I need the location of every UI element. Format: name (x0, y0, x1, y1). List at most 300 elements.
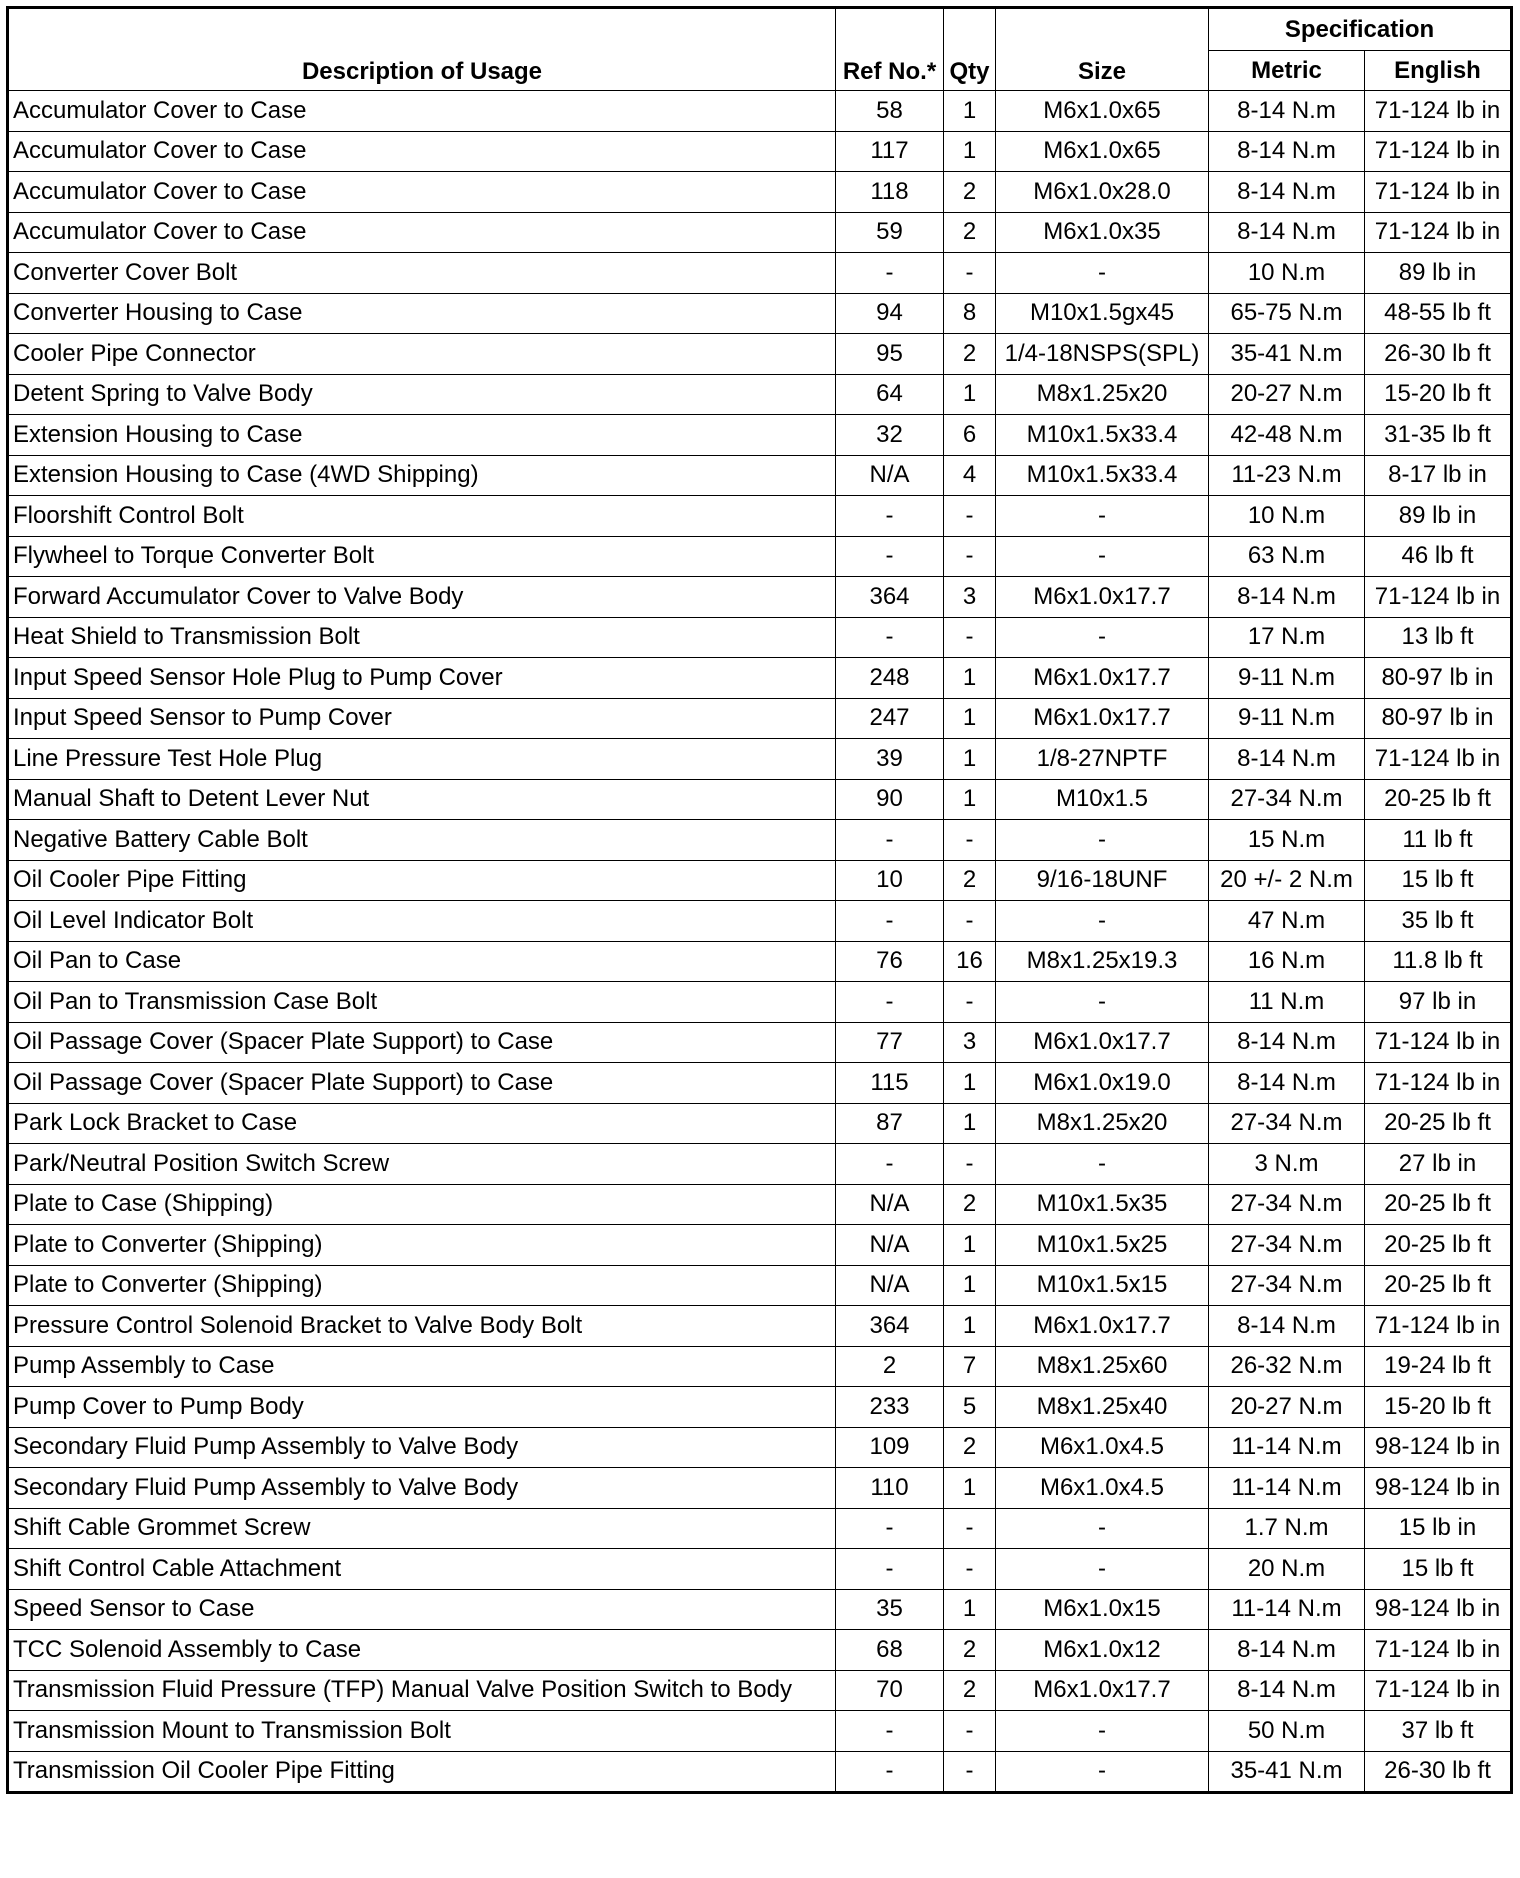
cell-english: 13 lb ft (1365, 617, 1512, 658)
cell-qty: 2 (944, 212, 996, 253)
table-row (8, 1589, 1512, 1630)
cell-english: 48-55 lb ft (1365, 293, 1512, 334)
cell-size: M6x1.0x17.7 (996, 1022, 1209, 1063)
table-row (8, 577, 1512, 618)
cell-description: Park Lock Bracket to Case (8, 1103, 836, 1144)
cell-description: Extension Housing to Case (4WD Shipping) (8, 455, 836, 496)
cell-english: 71-124 lb in (1365, 1630, 1512, 1671)
cell-metric: 27-34 N.m (1209, 1225, 1365, 1266)
cell-description: Accumulator Cover to Case (8, 172, 836, 213)
cell-metric: 26-32 N.m (1209, 1346, 1365, 1387)
cell-ref-no: N/A (836, 1184, 944, 1225)
cell-english: 98-124 lb in (1365, 1468, 1512, 1509)
cell-qty: 2 (944, 1427, 996, 1468)
cell-qty: 2 (944, 860, 996, 901)
cell-description: Oil Cooler Pipe Fitting (8, 860, 836, 901)
cell-english: 46 lb ft (1365, 536, 1512, 577)
cell-qty: 8 (944, 293, 996, 334)
cell-size: M8x1.25x40 (996, 1387, 1209, 1428)
cell-size: - (996, 1711, 1209, 1752)
cell-ref-no: N/A (836, 1265, 944, 1306)
cell-english: 71-124 lb in (1365, 131, 1512, 172)
torque-spec-table (6, 6, 1513, 1794)
cell-qty: 1 (944, 698, 996, 739)
cell-description: Secondary Fluid Pump Assembly to Valve Body (8, 1427, 836, 1468)
table-row (8, 1346, 1512, 1387)
cell-qty: 1 (944, 1265, 996, 1306)
cell-qty: - (944, 496, 996, 537)
table-row (8, 334, 1512, 375)
cell-metric: 11-14 N.m (1209, 1468, 1365, 1509)
cell-english: 20-25 lb ft (1365, 1184, 1512, 1225)
cell-description: Manual Shaft to Detent Lever Nut (8, 779, 836, 820)
cell-english: 15-20 lb ft (1365, 374, 1512, 415)
cell-description: Extension Housing to Case (8, 415, 836, 456)
cell-size: - (996, 820, 1209, 861)
table-row (8, 1022, 1512, 1063)
cell-metric: 63 N.m (1209, 536, 1365, 577)
cell-english: 80-97 lb in (1365, 698, 1512, 739)
cell-ref-no: - (836, 496, 944, 537)
cell-english: 20-25 lb ft (1365, 779, 1512, 820)
cell-qty: 3 (944, 1022, 996, 1063)
cell-size: M8x1.25x20 (996, 1103, 1209, 1144)
cell-qty: - (944, 536, 996, 577)
cell-qty: - (944, 820, 996, 861)
cell-ref-no: 59 (836, 212, 944, 253)
table-row (8, 941, 1512, 982)
cell-description: Shift Control Cable Attachment (8, 1549, 836, 1590)
cell-metric: 16 N.m (1209, 941, 1365, 982)
table-row (8, 1630, 1512, 1671)
cell-size: M6x1.0x17.7 (996, 577, 1209, 618)
cell-english: 11 lb ft (1365, 820, 1512, 861)
cell-size: - (996, 617, 1209, 658)
cell-description: Plate to Converter (Shipping) (8, 1265, 836, 1306)
table-row (8, 1306, 1512, 1347)
cell-english: 71-124 lb in (1365, 1670, 1512, 1711)
cell-description: Input Speed Sensor to Pump Cover (8, 698, 836, 739)
cell-qty: 2 (944, 334, 996, 375)
cell-metric: 8-14 N.m (1209, 1630, 1365, 1671)
cell-qty: - (944, 1144, 996, 1185)
cell-ref-no: - (836, 536, 944, 577)
table-row (8, 496, 1512, 537)
cell-qty: 1 (944, 779, 996, 820)
cell-size: - (996, 496, 1209, 537)
cell-size: 1/8-27NPTF (996, 739, 1209, 780)
cell-description: Oil Pan to Case (8, 941, 836, 982)
cell-description: Transmission Fluid Pressure (TFP) Manual Valve Position Switch to Body (8, 1670, 836, 1711)
cell-metric: 11-14 N.m (1209, 1589, 1365, 1630)
table-row (8, 860, 1512, 901)
cell-english: 71-124 lb in (1365, 1306, 1512, 1347)
table-row (8, 1427, 1512, 1468)
cell-size: M6x1.0x65 (996, 91, 1209, 132)
cell-description: Forward Accumulator Cover to Valve Body (8, 577, 836, 618)
header-size: Size (996, 8, 1209, 91)
cell-size: M6x1.0x19.0 (996, 1063, 1209, 1104)
cell-metric: 8-14 N.m (1209, 131, 1365, 172)
cell-english: 15-20 lb ft (1365, 1387, 1512, 1428)
cell-ref-no: 35 (836, 1589, 944, 1630)
table-row (8, 374, 1512, 415)
cell-qty: - (944, 1711, 996, 1752)
cell-qty: 1 (944, 1468, 996, 1509)
cell-size: M10x1.5gx45 (996, 293, 1209, 334)
cell-english: 15 lb in (1365, 1508, 1512, 1549)
cell-qty: 1 (944, 1225, 996, 1266)
cell-metric: 27-34 N.m (1209, 1103, 1365, 1144)
cell-description: Line Pressure Test Hole Plug (8, 739, 836, 780)
table-row (8, 1184, 1512, 1225)
cell-ref-no: 2 (836, 1346, 944, 1387)
header-ref-no: Ref No.* (836, 8, 944, 91)
cell-size: 1/4-18NSPS(SPL) (996, 334, 1209, 375)
table-row (8, 536, 1512, 577)
cell-qty: - (944, 1751, 996, 1793)
cell-metric: 20 +/- 2 N.m (1209, 860, 1365, 901)
cell-metric: 8-14 N.m (1209, 739, 1365, 780)
cell-size: M6x1.0x17.7 (996, 1306, 1209, 1347)
cell-description: Accumulator Cover to Case (8, 91, 836, 132)
cell-metric: 15 N.m (1209, 820, 1365, 861)
cell-size: M8x1.25x20 (996, 374, 1209, 415)
table-row (8, 1751, 1512, 1793)
cell-ref-no: 77 (836, 1022, 944, 1063)
cell-size: M6x1.0x35 (996, 212, 1209, 253)
cell-size: M10x1.5x33.4 (996, 455, 1209, 496)
cell-description: Shift Cable Grommet Screw (8, 1508, 836, 1549)
cell-description: Oil Pan to Transmission Case Bolt (8, 982, 836, 1023)
cell-qty: 1 (944, 131, 996, 172)
cell-description: TCC Solenoid Assembly to Case (8, 1630, 836, 1671)
cell-english: 8-17 lb in (1365, 455, 1512, 496)
cell-size: - (996, 1549, 1209, 1590)
cell-english: 71-124 lb in (1365, 172, 1512, 213)
cell-english: 71-124 lb in (1365, 1022, 1512, 1063)
cell-english: 98-124 lb in (1365, 1427, 1512, 1468)
cell-ref-no: 95 (836, 334, 944, 375)
table-row (8, 1063, 1512, 1104)
table-row (8, 1103, 1512, 1144)
cell-metric: 65-75 N.m (1209, 293, 1365, 334)
cell-english: 71-124 lb in (1365, 212, 1512, 253)
header-qty: Qty (944, 8, 996, 91)
cell-description: Transmission Mount to Transmission Bolt (8, 1711, 836, 1752)
cell-ref-no: - (836, 1549, 944, 1590)
cell-ref-no: - (836, 982, 944, 1023)
cell-description: Pump Cover to Pump Body (8, 1387, 836, 1428)
cell-metric: 8-14 N.m (1209, 1306, 1365, 1347)
cell-english: 71-124 lb in (1365, 1063, 1512, 1104)
cell-english: 19-24 lb ft (1365, 1346, 1512, 1387)
table-row (8, 1265, 1512, 1306)
header-english: English (1365, 51, 1512, 91)
cell-ref-no: 58 (836, 91, 944, 132)
cell-qty: 2 (944, 1630, 996, 1671)
cell-ref-no: 115 (836, 1063, 944, 1104)
cell-metric: 8-14 N.m (1209, 577, 1365, 618)
cell-metric: 47 N.m (1209, 901, 1365, 942)
cell-metric: 8-14 N.m (1209, 1670, 1365, 1711)
cell-ref-no: 94 (836, 293, 944, 334)
cell-english: 35 lb ft (1365, 901, 1512, 942)
table-row (8, 658, 1512, 699)
cell-metric: 11 N.m (1209, 982, 1365, 1023)
cell-size: M6x1.0x12 (996, 1630, 1209, 1671)
cell-description: Negative Battery Cable Bolt (8, 820, 836, 861)
cell-qty: 3 (944, 577, 996, 618)
header-metric: Metric (1209, 51, 1365, 91)
table-row (8, 1670, 1512, 1711)
cell-size: - (996, 982, 1209, 1023)
cell-english: 11.8 lb ft (1365, 941, 1512, 982)
table-row (8, 131, 1512, 172)
cell-ref-no: - (836, 1144, 944, 1185)
cell-size: M10x1.5x25 (996, 1225, 1209, 1266)
cell-metric: 27-34 N.m (1209, 779, 1365, 820)
cell-description: Converter Cover Bolt (8, 253, 836, 294)
cell-qty: 1 (944, 1589, 996, 1630)
cell-metric: 35-41 N.m (1209, 1751, 1365, 1793)
cell-ref-no: 64 (836, 374, 944, 415)
cell-size: M6x1.0x4.5 (996, 1468, 1209, 1509)
cell-ref-no: 39 (836, 739, 944, 780)
table-row (8, 617, 1512, 658)
cell-metric: 11-23 N.m (1209, 455, 1365, 496)
table-row (8, 982, 1512, 1023)
cell-metric: 50 N.m (1209, 1711, 1365, 1752)
cell-metric: 42-48 N.m (1209, 415, 1365, 456)
cell-ref-no: - (836, 901, 944, 942)
cell-qty: - (944, 1549, 996, 1590)
cell-ref-no: 233 (836, 1387, 944, 1428)
cell-ref-no: 364 (836, 577, 944, 618)
cell-english: 89 lb in (1365, 496, 1512, 537)
cell-english: 27 lb in (1365, 1144, 1512, 1185)
cell-metric: 10 N.m (1209, 496, 1365, 537)
cell-size: M6x1.0x17.7 (996, 1670, 1209, 1711)
cell-size: 9/16-18UNF (996, 860, 1209, 901)
table-row (8, 901, 1512, 942)
cell-qty: 1 (944, 658, 996, 699)
cell-ref-no: 109 (836, 1427, 944, 1468)
cell-metric: 3 N.m (1209, 1144, 1365, 1185)
cell-ref-no: 32 (836, 415, 944, 456)
header-description: Description of Usage (8, 8, 836, 91)
table-row (8, 1711, 1512, 1752)
cell-description: Oil Passage Cover (Spacer Plate Support) to Case (8, 1063, 836, 1104)
cell-metric: 8-14 N.m (1209, 1063, 1365, 1104)
table-row (8, 698, 1512, 739)
cell-ref-no: 87 (836, 1103, 944, 1144)
cell-english: 37 lb ft (1365, 1711, 1512, 1752)
cell-metric: 20-27 N.m (1209, 1387, 1365, 1428)
cell-description: Plate to Case (Shipping) (8, 1184, 836, 1225)
cell-size: M6x1.0x17.7 (996, 698, 1209, 739)
cell-qty: - (944, 253, 996, 294)
header-specification: Specification (1209, 8, 1512, 51)
cell-description: Flywheel to Torque Converter Bolt (8, 536, 836, 577)
cell-description: Oil Level Indicator Bolt (8, 901, 836, 942)
cell-qty: 1 (944, 739, 996, 780)
cell-english: 80-97 lb in (1365, 658, 1512, 699)
cell-ref-no: N/A (836, 455, 944, 496)
cell-qty: 2 (944, 1184, 996, 1225)
table-row (8, 1225, 1512, 1266)
cell-ref-no: - (836, 617, 944, 658)
cell-metric: 35-41 N.m (1209, 334, 1365, 375)
cell-size: M10x1.5 (996, 779, 1209, 820)
table-row (8, 212, 1512, 253)
cell-ref-no: 90 (836, 779, 944, 820)
cell-ref-no: N/A (836, 1225, 944, 1266)
cell-size: M10x1.5x35 (996, 1184, 1209, 1225)
cell-english: 26-30 lb ft (1365, 334, 1512, 375)
cell-qty: 2 (944, 1670, 996, 1711)
cell-qty: 2 (944, 172, 996, 213)
cell-qty: - (944, 1508, 996, 1549)
cell-size: - (996, 901, 1209, 942)
cell-metric: 20 N.m (1209, 1549, 1365, 1590)
cell-english: 98-124 lb in (1365, 1589, 1512, 1630)
cell-size: - (996, 1508, 1209, 1549)
cell-qty: 6 (944, 415, 996, 456)
cell-english: 20-25 lb ft (1365, 1103, 1512, 1144)
cell-ref-no: 248 (836, 658, 944, 699)
cell-ref-no: 117 (836, 131, 944, 172)
cell-description: Park/Neutral Position Switch Screw (8, 1144, 836, 1185)
table-row (8, 820, 1512, 861)
cell-metric: 10 N.m (1209, 253, 1365, 294)
cell-description: Converter Housing to Case (8, 293, 836, 334)
cell-description: Secondary Fluid Pump Assembly to Valve Body (8, 1468, 836, 1509)
table-row (8, 455, 1512, 496)
cell-size: M8x1.25x60 (996, 1346, 1209, 1387)
cell-size: - (996, 536, 1209, 577)
cell-english: 71-124 lb in (1365, 91, 1512, 132)
cell-metric: 27-34 N.m (1209, 1184, 1365, 1225)
cell-qty: 16 (944, 941, 996, 982)
cell-description: Accumulator Cover to Case (8, 131, 836, 172)
cell-size: M10x1.5x15 (996, 1265, 1209, 1306)
cell-description: Floorshift Control Bolt (8, 496, 836, 537)
table-row (8, 1468, 1512, 1509)
table-row (8, 779, 1512, 820)
cell-english: 26-30 lb ft (1365, 1751, 1512, 1793)
table-row (8, 739, 1512, 780)
cell-description: Speed Sensor to Case (8, 1589, 836, 1630)
cell-metric: 8-14 N.m (1209, 1022, 1365, 1063)
cell-qty: 1 (944, 1306, 996, 1347)
cell-metric: 11-14 N.m (1209, 1427, 1365, 1468)
table-row (8, 91, 1512, 132)
table-row (8, 1549, 1512, 1590)
cell-english: 97 lb in (1365, 982, 1512, 1023)
cell-description: Input Speed Sensor Hole Plug to Pump Cover (8, 658, 836, 699)
cell-qty: - (944, 982, 996, 1023)
table-row (8, 1508, 1512, 1549)
cell-metric: 8-14 N.m (1209, 91, 1365, 132)
cell-ref-no: 118 (836, 172, 944, 213)
cell-english: 20-25 lb ft (1365, 1225, 1512, 1266)
cell-size: - (996, 1144, 1209, 1185)
cell-size: M6x1.0x4.5 (996, 1427, 1209, 1468)
cell-english: 71-124 lb in (1365, 739, 1512, 780)
cell-metric: 20-27 N.m (1209, 374, 1365, 415)
cell-ref-no: 10 (836, 860, 944, 901)
cell-description: Pressure Control Solenoid Bracket to Valve Body Bolt (8, 1306, 836, 1347)
cell-ref-no: - (836, 253, 944, 294)
cell-size: M8x1.25x19.3 (996, 941, 1209, 982)
cell-qty: 4 (944, 455, 996, 496)
cell-ref-no: 70 (836, 1670, 944, 1711)
cell-ref-no: 76 (836, 941, 944, 982)
table-row (8, 172, 1512, 213)
cell-description: Oil Passage Cover (Spacer Plate Support) to Case (8, 1022, 836, 1063)
cell-english: 15 lb ft (1365, 860, 1512, 901)
cell-qty: 1 (944, 1103, 996, 1144)
cell-english: 15 lb ft (1365, 1549, 1512, 1590)
cell-ref-no: 110 (836, 1468, 944, 1509)
cell-metric: 27-34 N.m (1209, 1265, 1365, 1306)
cell-metric: 8-14 N.m (1209, 172, 1365, 213)
cell-qty: 1 (944, 91, 996, 132)
cell-ref-no: - (836, 1508, 944, 1549)
table-row (8, 415, 1512, 456)
cell-ref-no: 247 (836, 698, 944, 739)
cell-description: Detent Spring to Valve Body (8, 374, 836, 415)
cell-english: 20-25 lb ft (1365, 1265, 1512, 1306)
cell-description: Cooler Pipe Connector (8, 334, 836, 375)
cell-qty: - (944, 901, 996, 942)
cell-metric: 9-11 N.m (1209, 698, 1365, 739)
cell-description: Pump Assembly to Case (8, 1346, 836, 1387)
cell-metric: 17 N.m (1209, 617, 1365, 658)
cell-size: - (996, 1751, 1209, 1793)
cell-metric: 8-14 N.m (1209, 212, 1365, 253)
table-row (8, 1387, 1512, 1428)
cell-ref-no: - (836, 1751, 944, 1793)
cell-description: Heat Shield to Transmission Bolt (8, 617, 836, 658)
table-header (8, 8, 1512, 91)
cell-qty: 1 (944, 1063, 996, 1104)
table-body (8, 91, 1512, 1793)
cell-qty: 7 (944, 1346, 996, 1387)
cell-ref-no: - (836, 820, 944, 861)
cell-size: M6x1.0x17.7 (996, 658, 1209, 699)
table-row (8, 1144, 1512, 1185)
cell-size: M10x1.5x33.4 (996, 415, 1209, 456)
cell-description: Accumulator Cover to Case (8, 212, 836, 253)
cell-metric: 9-11 N.m (1209, 658, 1365, 699)
cell-qty: - (944, 617, 996, 658)
table-row (8, 253, 1512, 294)
cell-size: - (996, 253, 1209, 294)
cell-english: 71-124 lb in (1365, 577, 1512, 618)
cell-description: Transmission Oil Cooler Pipe Fitting (8, 1751, 836, 1793)
cell-qty: 1 (944, 374, 996, 415)
cell-ref-no: 364 (836, 1306, 944, 1347)
cell-english: 89 lb in (1365, 253, 1512, 294)
cell-english: 31-35 lb ft (1365, 415, 1512, 456)
cell-ref-no: 68 (836, 1630, 944, 1671)
cell-metric: 1.7 N.m (1209, 1508, 1365, 1549)
cell-description: Plate to Converter (Shipping) (8, 1225, 836, 1266)
cell-ref-no: - (836, 1711, 944, 1752)
cell-size: M6x1.0x65 (996, 131, 1209, 172)
